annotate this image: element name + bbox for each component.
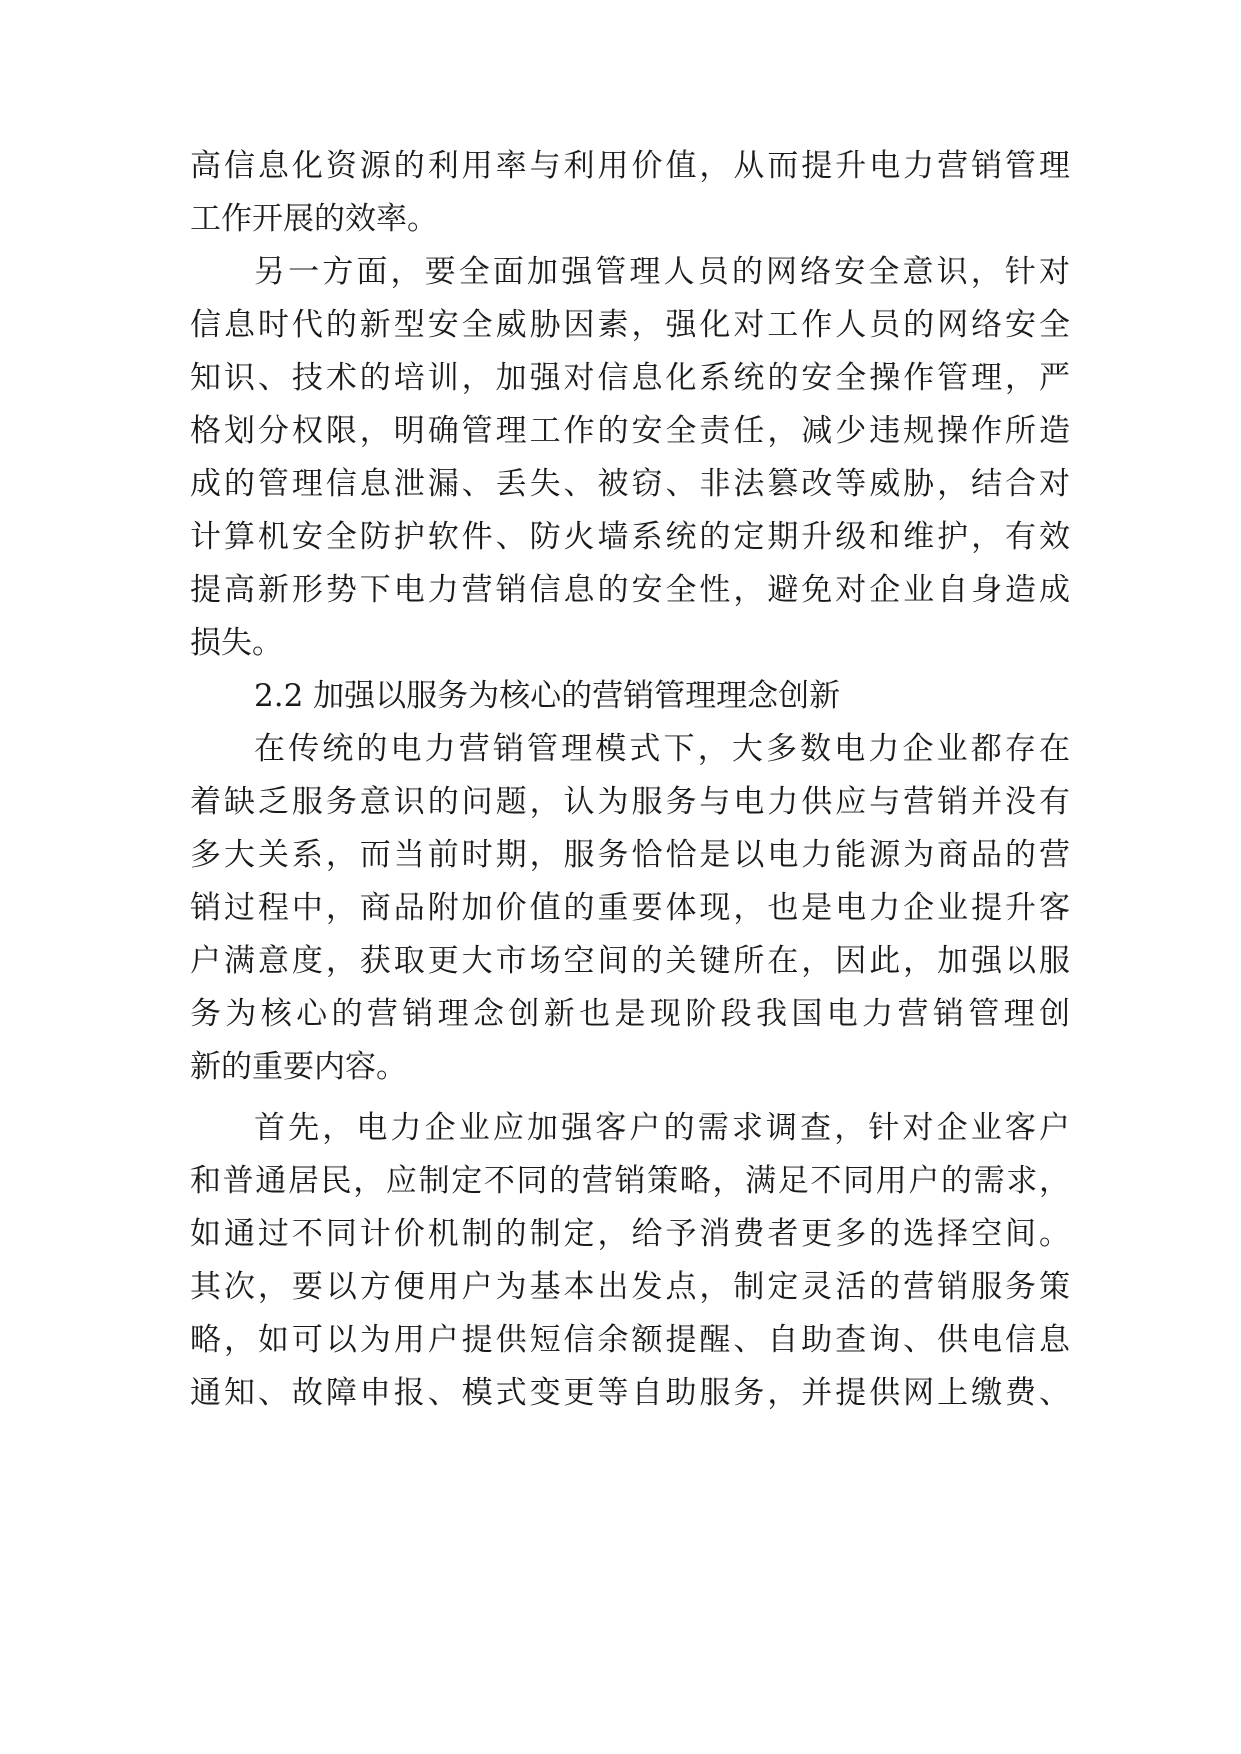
text-line: 通知、故障申报、模式变更等自助服务，并提供网上缴费、 [190,1375,1070,1411]
text-line: 着缺乏服务意识的问题，认为服务与电力供应与营销并没有 [190,784,1070,820]
text-line: 成的管理信息泄漏、丢失、被窃、非法篡改等威胁，结合对 [190,466,1070,502]
paragraph-start-line: 首先，电力企业应加强客户的需求调查，针对企业客户 [254,1110,1070,1146]
text-line: 略，如可以为用户提供短信余额提醒、自助查询、供电信息 [190,1322,1070,1358]
text-line: 其次，要以方便用户为基本出发点，制定灵活的营销服务策 [190,1269,1070,1305]
text-line: 高信息化资源的利用率与利用价值，从而提升电力营销管理 [190,148,1070,184]
text-line: 损失。 [190,625,283,661]
text-line: 新的重要内容。 [190,1049,407,1085]
text-line: 工作开展的效率。 [190,201,438,237]
text-line: 如通过不同计价机制的制定，给予消费者更多的选择空间。 [190,1216,1070,1252]
text-line: 多大关系，而当前时期，服务恰恰是以电力能源为商品的营 [190,837,1070,873]
text-line: 务为核心的营销理念创新也是现阶段我国电力营销管理创 [190,996,1070,1032]
text-line: 和普通居民，应制定不同的营销策略，满足不同用户的需求， [190,1163,1070,1199]
text-line: 信息时代的新型安全威胁因素，强化对工作人员的网络安全 [190,307,1070,343]
text-line: 户满意度，获取更大市场空间的关键所在，因此，加强以服 [190,943,1070,979]
text-line: 格划分权限，明确管理工作的安全责任，减少违规操作所造 [190,413,1070,449]
paragraph-start-line: 另一方面，要全面加强管理人员的网络安全意识，针对 [254,254,1070,290]
section-heading: 2.2 加强以服务为核心的营销管理理念创新 [254,678,841,714]
text-line: 知识、技术的培训，加强对信息化系统的安全操作管理，严 [190,360,1070,396]
text-line: 计算机安全防护软件、防火墙系统的定期升级和维护，有效 [190,519,1070,555]
text-line: 销过程中，商品附加价值的重要体现，也是电力企业提升客 [190,890,1070,926]
text-line: 提高新形势下电力营销信息的安全性，避免对企业自身造成 [190,572,1070,608]
paragraph-start-line: 在传统的电力营销管理模式下，大多数电力企业都存在 [254,731,1070,767]
